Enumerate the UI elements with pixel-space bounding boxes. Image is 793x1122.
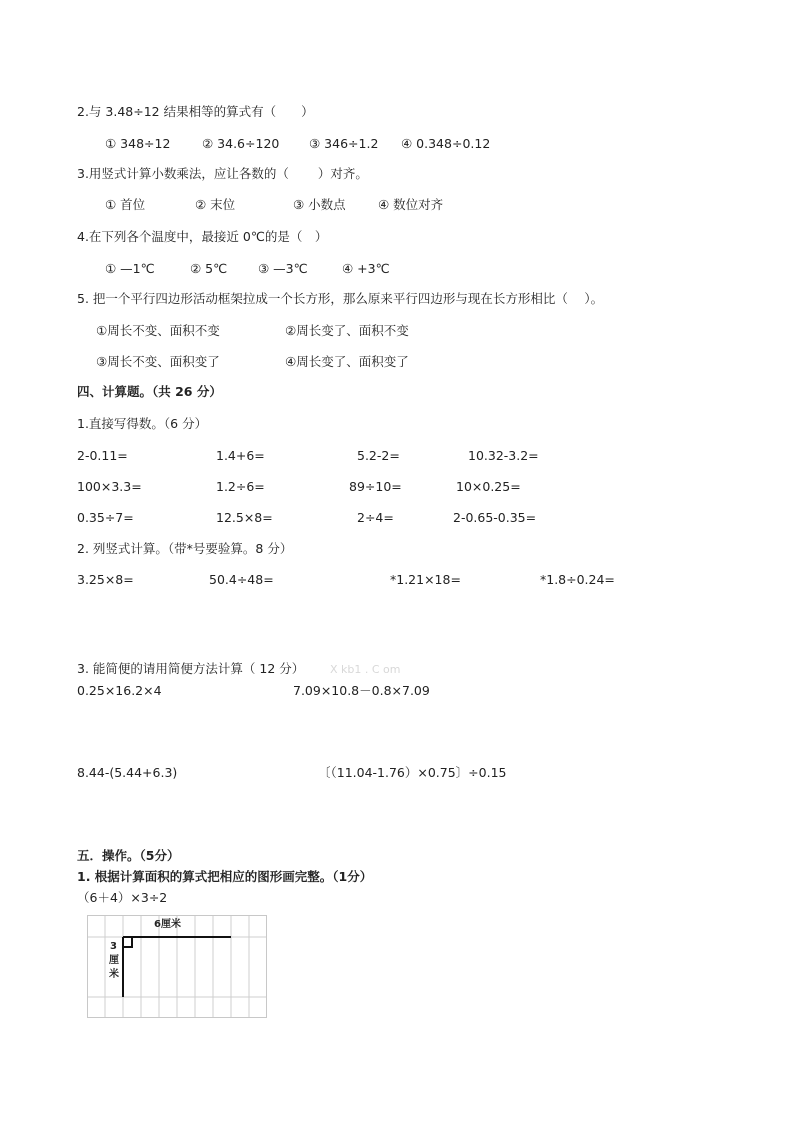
oral-calc-item: 10.32-3.2=	[468, 448, 539, 463]
calc-part2-title: 2. 列竖式计算。（带*号要验算。8 分）	[77, 541, 293, 556]
operation-q1-formula: （6＋4）×3÷2	[77, 890, 168, 905]
q4-option-3: ③ —3℃	[258, 261, 308, 276]
oral-calc-item: 10×0.25=	[456, 479, 521, 494]
oral-calc-item: 89÷10=	[349, 479, 402, 494]
calc-part1-title: 1.直接写得数。（6 分）	[77, 416, 208, 431]
calc-section-heading: 四、计算题。（共 26 分）	[77, 384, 222, 399]
oral-calc-item: 2÷4=	[357, 510, 394, 525]
oral-calc-item: 12.5×8=	[216, 510, 273, 525]
q3-option-3: ③ 小数点	[293, 197, 346, 212]
q3-option-2: ② 末位	[195, 197, 236, 212]
side-length-label-1: 3	[110, 941, 117, 952]
oral-calc-item: 1.2÷6=	[216, 479, 265, 494]
q3-option-1: ① 首位	[105, 197, 146, 212]
simplify-calc-item: 0.25×16.2×4	[77, 683, 162, 698]
q4-stem: 4.在下列各个温度中，最接近 0℃的是（ ）	[77, 229, 328, 244]
simplify-calc-item: 7.09×10.8－0.8×7.09	[293, 683, 430, 698]
vertical-calc-item: *1.8÷0.24=	[540, 572, 615, 587]
q5-option-1: ①周长不变、面积不变	[96, 323, 220, 338]
q2-option-4: ④ 0.348÷0.12	[401, 136, 491, 151]
side-length-label-2: 厘	[109, 955, 119, 966]
watermark: X kb1 . C om	[330, 663, 401, 676]
vertical-calc-item: 3.25×8=	[77, 572, 134, 587]
q2-option-3: ③ 346÷1.2	[309, 136, 379, 151]
q3-stem: 3.用竖式计算小数乘法，应让各数的（ ）对齐。	[77, 166, 368, 181]
operation-q1-stem: 1. 根据计算面积的算式把相应的图形画完整。（1分）	[77, 869, 373, 884]
oral-calc-item: 2-0.65-0.35=	[453, 510, 537, 525]
q2-option-2: ② 34.6÷120	[202, 136, 280, 151]
q5-option-4: ④周长变了、面积变了	[285, 354, 409, 369]
side-length-label-3: 米	[109, 969, 119, 980]
oral-calc-item: 2-0.11=	[77, 448, 128, 463]
operation-section-heading: 五．操作。（5分）	[77, 848, 180, 863]
q2-option-1: ① 348÷12	[105, 136, 171, 151]
q2-stem: 2.与 3.48÷12 结果相等的算式有（ ）	[77, 104, 314, 119]
simplify-calc-item: 〔（11.04-1.76）×0.75〕÷0.15	[318, 765, 507, 780]
q4-option-2: ② 5℃	[190, 261, 228, 276]
q4-option-4: ④ +3℃	[342, 261, 390, 276]
q5-stem: 5. 把一个平行四边形活动框架拉成一个长方形，那么原来平行四边形与现在长方形相比（ ）。	[77, 291, 604, 306]
q3-option-4: ④ 数位对齐	[378, 197, 444, 212]
oral-calc-item: 1.4+6=	[216, 448, 265, 463]
q5-option-3: ③周长不变、面积变了	[96, 354, 220, 369]
oral-calc-item: 100×3.3=	[77, 479, 142, 494]
drawing-grid	[87, 915, 267, 1018]
oral-calc-item: 0.35÷7=	[77, 510, 134, 525]
q5-option-2: ②周长变了、面积不变	[285, 323, 409, 338]
vertical-calc-item: 50.4÷48=	[209, 572, 274, 587]
q4-option-1: ① —1℃	[105, 261, 155, 276]
vertical-calc-item: *1.21×18=	[390, 572, 461, 587]
top-length-label: 6厘米	[154, 919, 181, 930]
oral-calc-item: 5.2-2=	[357, 448, 400, 463]
simplify-calc-item: 8.44-(5.44+6.3)	[77, 765, 178, 780]
calc-part3-title: 3. 能简便的请用简便方法计算（ 12 分）	[77, 661, 305, 676]
